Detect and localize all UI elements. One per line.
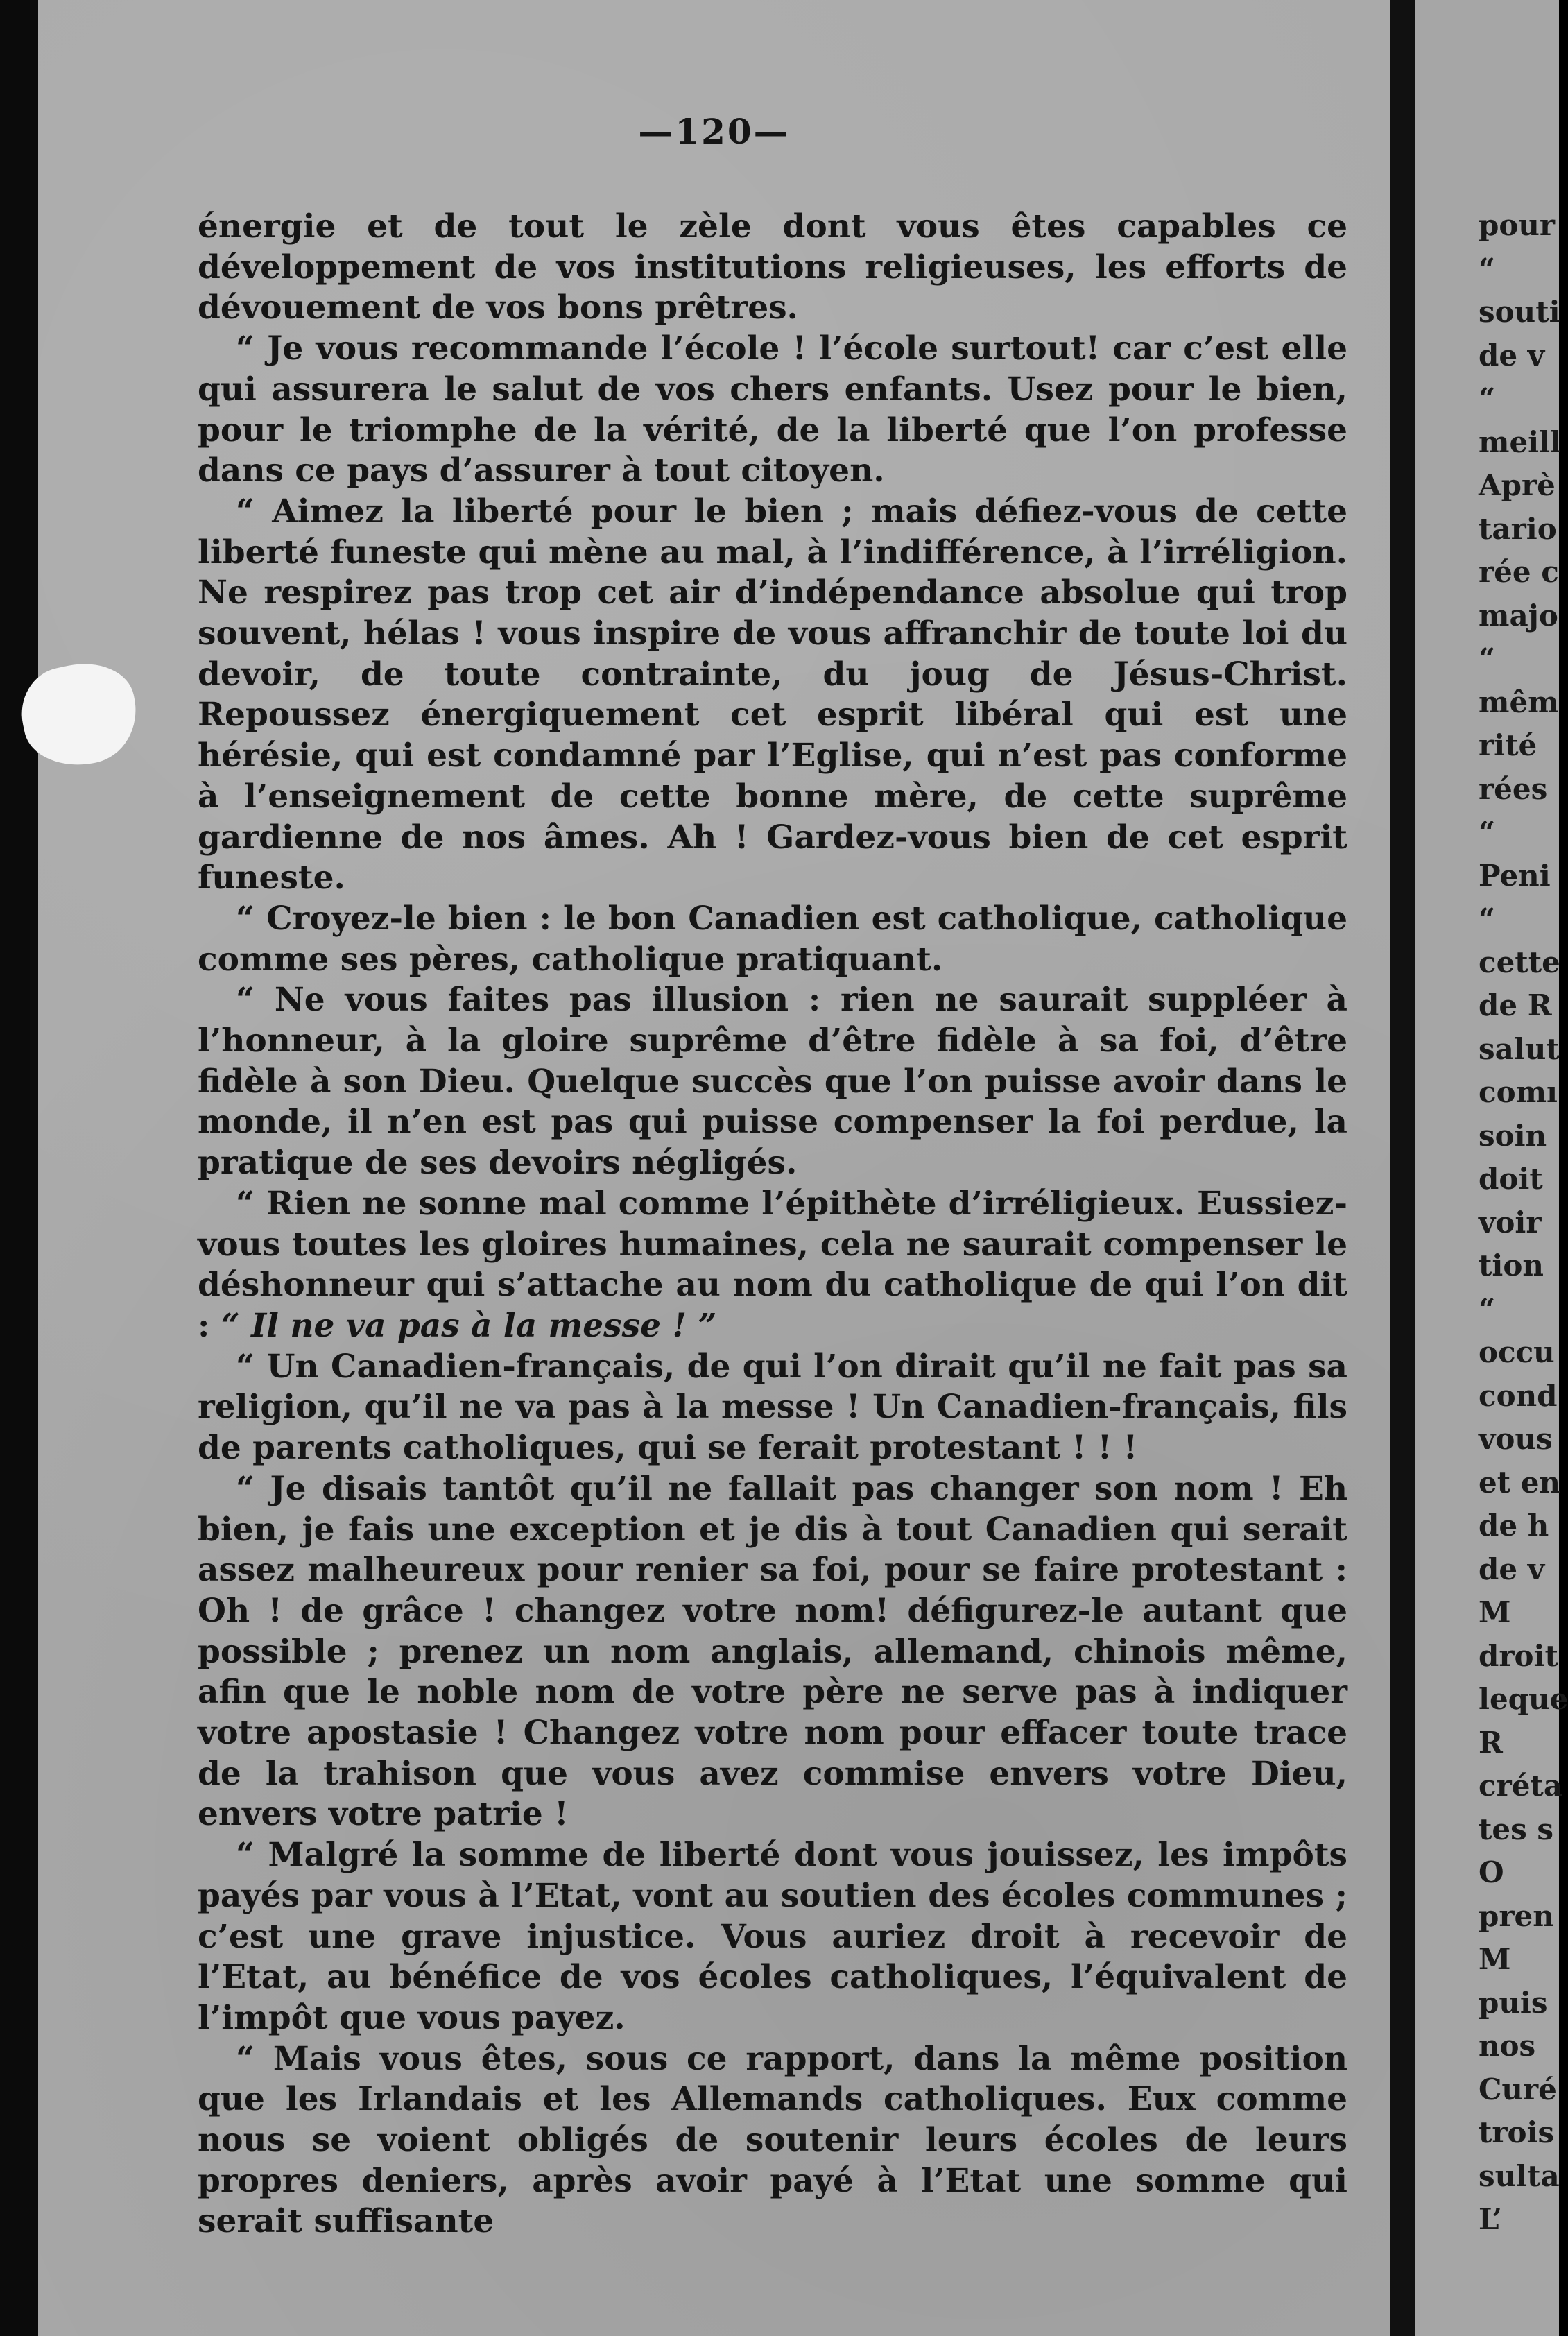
page-number: —120— (638, 111, 791, 152)
side-page-fragment: cond (1479, 1378, 1558, 1413)
paragraph: “ Ne vous faites pas illusion : rien ne saurait suppléer à l’honneur, à la gloire suprême d’être fidèle à sa foi, d’être fidèle à son Dieu. Quelque succès que l’on puisse avoir dans le monde, il n’en est pas qui puisse compenser la foi perdue, la pratique de ses devoirs négligés. (198, 981, 1347, 1183)
side-page-fragment: Curé (1479, 2072, 1557, 2106)
side-page-fragment: “ (1479, 1291, 1496, 1326)
side-page-fragment: pour (1479, 208, 1556, 242)
side-page-fragment: “ (1479, 902, 1496, 936)
side-page-fragment: rées (1479, 771, 1548, 806)
side-page-fragment: nos (1479, 2029, 1536, 2063)
side-page-fragment: M (1479, 1942, 1511, 1976)
side-page-fragment: M (1479, 1595, 1511, 1629)
paragraph: “ Croyez-le bien : le bon Canadien est catholique, catholique comme ses pères, catholique pratiquant. (198, 899, 1347, 979)
paragraph: “ Je vous recommande l’école ! l’école surtout! car c’est elle qui assurera le salut de vos chers enfants. Usez pour le bien, pour le triomphe de la vérité, de la liberté que l’on professe dans ce pays d’assurer à tout citoyen. (198, 329, 1347, 490)
side-page-fragment: salut (1479, 1031, 1560, 1066)
side-page-fragment: O (1479, 1855, 1504, 1889)
paragraph (198, 1184, 1347, 1347)
side-page-fragment: de R (1479, 988, 1552, 1022)
side-page-fragment: de v (1479, 338, 1545, 372)
side-page-fragment: voir (1479, 1205, 1542, 1239)
side-page-fragment: sulta (1479, 2158, 1560, 2193)
side-page-fragment: “ (1479, 815, 1496, 849)
paragraph: “ Aimez la liberté pour le bien ; mais défiez-vous de cette liberté funeste qui mène au mal, à l’indifférence, à l’irréligion. Ne respirez pas trop cet air d’indépendance absolue qui trop souvent, hélas ! vous inspire de vous affranchir de toute loi du devoir, de toute contrainte, du joug de Jésus-Christ. Repoussez énergiquement cet esprit libéral qui est une hérésie, qui est condamné par l’Eglise, qui n’est pas conforme à l’enseignement de cette bonne mère, de cette suprême gardienne de nos âmes. Ah ! Gardez-vous bien de cet esprit funeste. (198, 492, 1347, 898)
side-page-fragment: de v (1479, 1552, 1545, 1586)
side-page-fragment: Aprè (1479, 468, 1556, 502)
side-page-fragment: majo (1479, 598, 1558, 633)
side-page-fragment: trois (1479, 2115, 1555, 2149)
side-page-fragment: mêm (1479, 685, 1559, 719)
paragraph-text: “ Rien ne sonne mal comme l’épithète d’irréligieux. Eussiez-vous toutes les gloires humaines, cela ne saurait compenser le déshonneur qui s’attache au nom du catholique de qui l’on dit : (198, 1184, 1347, 1345)
side-page-fragment: cette (1479, 945, 1560, 979)
side-page-fragment: tion (1479, 1248, 1544, 1282)
left-scan-border (0, 0, 38, 2336)
side-page-fragment: rité (1479, 728, 1537, 762)
side-page-fragment: “ (1479, 642, 1496, 676)
side-page-fragment: de h (1479, 1509, 1549, 1543)
side-page-fragment: souti (1479, 295, 1560, 329)
italic-quote: “ Il ne va pas à la messe ! ” (221, 1306, 717, 1345)
book-page (38, 0, 1390, 2336)
side-page-fragment: doit (1479, 1162, 1543, 1196)
paragraph: “ Mais vous êtes, sous ce rapport, dans la même position que les Irlandais et les Allemands catholiques. Eux comme nous se voient obligés de soutenir leurs écoles de leurs propres deniers, après avoir payé à l’Etat une somme qui serait suffisante (198, 2039, 1347, 2241)
side-page-fragment: L’ (1479, 2202, 1503, 2236)
side-page-fragment: soin (1479, 1118, 1547, 1153)
side-page-fragment: droit (1479, 1638, 1558, 1673)
paragraph: “ Je disais tantôt qu’il ne fallait pas changer son nom ! Eh bien, je fais une exception et je dis à tout Canadien qui serait assez malheureux pour renier sa foi, pour se faire protestant : Oh ! de grâce ! changez votre nom! défigurez-le autant que possible ; prenez un nom anglais, allemand, chinois même, afin que le noble nom de votre père ne serve pas à indiquer votre apostasie ! Changez votre nom pour effacer toute trace de la trahison que vous avez commise envers votre Dieu, envers votre patrie ! (198, 1469, 1347, 1834)
side-page-fragment: créta (1479, 1769, 1563, 1803)
side-page-fragment: “ (1479, 251, 1496, 286)
side-page-fragment: vous (1479, 1422, 1553, 1456)
page-gutter (1390, 0, 1415, 2336)
side-page-fragment: puis (1479, 1985, 1548, 2020)
side-page-fragment: meill (1479, 424, 1562, 459)
paragraph: “ Malgré la somme de liberté dont vous jouissez, les impôts payés par vous à l’Etat, vont au soutien des écoles communes ; c’est une grave injustice. Vous auriez droit à recevoir de l’Etat, au bénéfice de vos écoles catholiques, l’équivalent de l’impôt que vous payez. (198, 1836, 1347, 2037)
side-page-fragment: R (1479, 1725, 1503, 1760)
side-page-fragment: tario (1479, 511, 1557, 546)
paragraph: “ Un Canadien-français, de qui l’on dirait qu’il ne fait pas sa religion, qu’il ne va pas à la messe ! Un Canadien-français, fils de parents catholiques, qui se ferait protestant ! ! ! (198, 1347, 1347, 1468)
side-page-fragment: occu (1479, 1335, 1555, 1369)
side-page-fragment: comı (1479, 1075, 1558, 1109)
side-page-fragment: pren (1479, 1898, 1554, 1933)
adjacent-page-strip (1415, 0, 1568, 2336)
side-page-fragment: tes s (1479, 1812, 1554, 1846)
side-page-fragment: “ (1479, 381, 1496, 415)
body-text (198, 207, 1347, 2242)
side-page-fragment: et en (1479, 1465, 1561, 1500)
side-page-fragment: leque (1479, 1682, 1568, 1716)
paragraph: énergie et de tout le zèle dont vous êtes capables ce développement de vos institutions religieuses, les efforts de dévouement de vos bons prêtres. (198, 207, 1347, 327)
side-page-fragment: Peni (1479, 858, 1551, 893)
side-page-fragment: rée c (1479, 555, 1559, 589)
